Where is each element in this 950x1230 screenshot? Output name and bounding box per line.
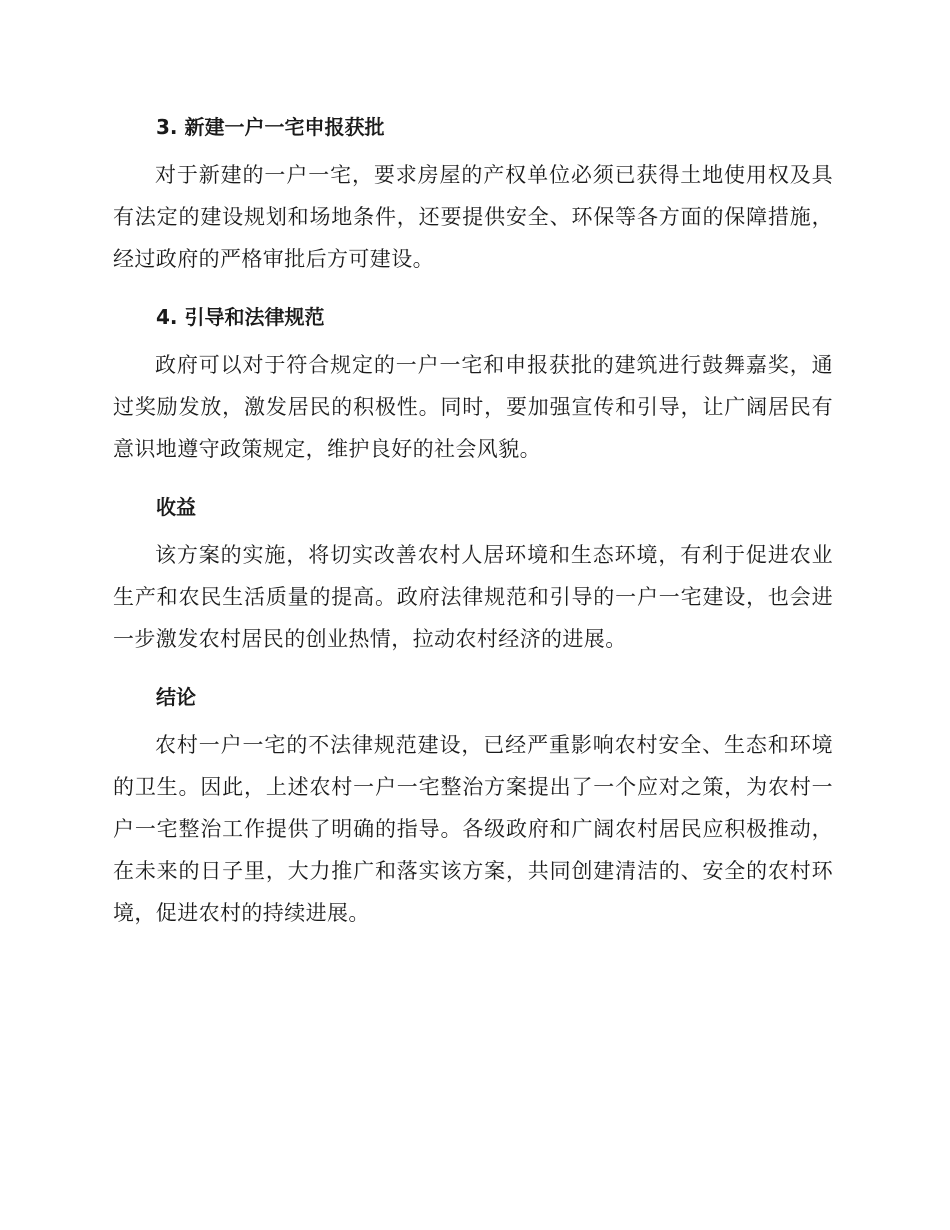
section-paragraph: 对于新建的一户一宅，要求房屋的产权单位必须已获得土地使用权及具有法定的建设规划和场地条件，还要提供安全、环保等各方面的保障措施，经过政府的严格审批后方可建设。 [113, 163, 833, 271]
section-heading: 3. 新建一户一宅申报获批 [156, 115, 385, 139]
section-heading: 4. 引导和法律规范 [156, 305, 325, 329]
section-benefits [113, 484, 833, 674]
section-paragraph: 政府可以对于符合规定的一户一宅和申报获批的建筑进行鼓舞嘉奖，通过奖励发放，激发居民的积极性。同时，要加强宣传和引导，让广阔居民有意识地遵守政策规定，维护良好的社会风貌。 [113, 353, 833, 461]
section-paragraph: 农村一户一宅的不法律规范建设，已经严重影响农村安全、生态和环境的卫生。因此，上述农村一户一宅整治方案提出了一个应对之策，为农村一户一宅整治工作提供了明确的指导。各级政府和广阔农村居民应积极推动，在未来的日子里，大力推广和落实该方案，共同创建清洁的、安全的农村环境，促进农村的持续进展。 [113, 733, 833, 925]
document-body [113, 104, 833, 934]
section-paragraph: 该方案的实施，将切实改善农村人居环境和生态环境，有利于促进农业生产和农民生活质量的提高。政府法律规范和引导的一户一宅建设，也会进一步激发农村居民的创业热情，拉动农村经济的进展。 [113, 543, 833, 651]
section-conclusion [113, 674, 833, 934]
section-guidance-regulation [113, 294, 833, 484]
section-heading: 收益 [156, 495, 196, 519]
section-new-build-approval [113, 104, 833, 294]
section-heading: 结论 [156, 685, 196, 709]
